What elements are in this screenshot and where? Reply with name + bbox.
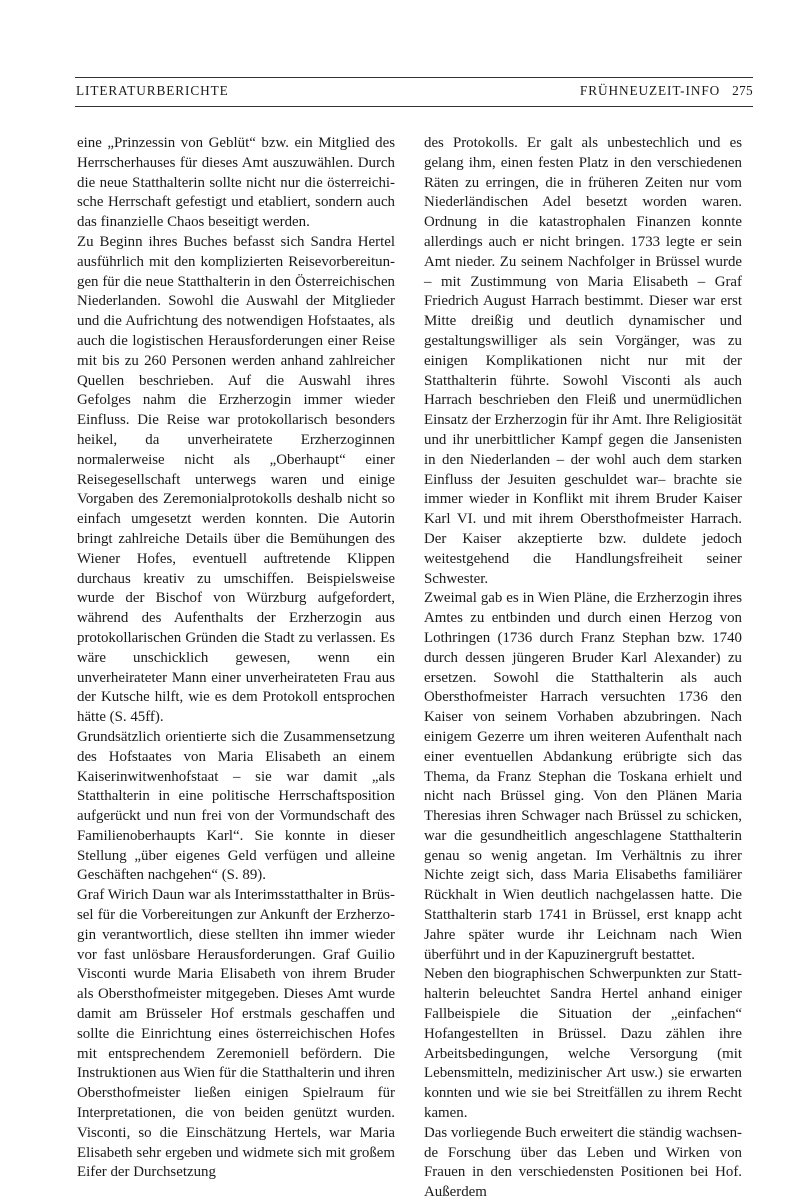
paragraph: eine „Prinzessin von Geblüt“ bzw. ein Mitglied des Herrscherhauses für dieses Amt auszuwählen. Durch die neue Statthalterin sollte nicht nur die österreichische Herrschaft gefestigt und etabliert, sondern auch das finanzielle Chaos beseitigt werden. bbox=[77, 135, 395, 231]
paragraph: Das vorliegende Buch erweitert die ständig wachsende Forschung über das Leben und Wirken von Frauen in den verschiedensten Positionen bei Hof. Außerdem bbox=[424, 1124, 742, 1201]
journal-title-and-page bbox=[580, 83, 753, 99]
paragraph: Neben den biographischen Schwerpunkten zur Statthalterin beleuchtet Sandra Hertel anhand einiger Fallbeispiele die Situation der „einfachen“ Hofangestellten in Brüssel. Dazu zählen ihre Arbeitsbedingungen, welche Versorgung (mit Lebensmitteln, medizinischer Art usw.) sie erwarten konnten und wie sie bei Streitfällen zu ihrem Recht kamen. bbox=[424, 966, 742, 1122]
left-column bbox=[77, 134, 395, 1183]
paragraph: Zu Beginn ihres Buches befasst sich Sandra Hertel ausführlich mit den komplizierten Reisevorbereitungen für die neue Statthalterin in den Österreichischen Niederlanden. Sowohl die Auswahl der Mitglieder und die Aufrichtung des notwendigen Hofstaates, als auch die logistischen Herausforderungen einer Reise mit bis zu 260 Personen werden anhand zahlreicher Quellen beschrieben. Auf die Auswahl ihres Gefolges nahm die Erzherzogin immer wieder Einfluss. Die Reise war protokollarisch besonders heikel, da unverheiratete Erzherzoginnen normalerweise nicht als „Oberhaupt“ einer Reisegesellschaft unterwegs waren und einige Vorgaben des Zeremonialprotokolls deshalb nicht so einfach umgesetzt werden konnten. Die Autorin bringt zahlreiche Details über die Bemühungen des Wiener Hofes, eventuell auftretende Klippen durchaus kreativ zu umschiffen. Beispielsweise wurde der Bischof von Würzburg aufgefordert, während des Aufenthalts der Erzherzogin aus protokollarischen Gründen die Stadt zu verlassen. Es wäre unschicklich gewesen, wenn ein unverheirateter Mann einer unverheirateten Frau aus der Kutsche hilft, wie es dem Protokoll entsprochen hätte (S. 45ff). bbox=[77, 233, 395, 726]
header-top-rule bbox=[75, 77, 753, 78]
page-number: 275 bbox=[732, 83, 753, 98]
paragraph: des Protokolls. Er galt als unbestechlich und es gelang ihm, einen festen Platz in den verschiedenen Räten zu erringen, die in früheren Zeiten nur vom Niederländischen Adel besetzt worden waren. Ordnung in die katastrophalen Finanzen konnte allerdings auch er nicht bringen. 1733 legte er sein Amt nieder. Zu seinem Nachfolger in Brüssel wurde – mit Zustimmung von Maria Elisabeth – Graf Friedrich August Harrach bestimmt. Dieser war erst Mitte dreißig und deutlich dynamischer und gestaltungswilliger als sein Vorgänger, was zu einigen Komplikationen nicht nur mit der Statthalterin führte. Sowohl Visconti als auch Harrach beschrieben den Fleiß und unermüdlichen Einsatz der Erzherzogin für ihr Amt. Ihre Religiosität und ihr unerbittlicher Kampf gegen die Jansenisten in den Niederlanden – der wohl auch dem starken Einfluss der Jesuiten geschuldet war– brachte sie immer wieder in Konflikt mit ihrem Bruder Kaiser Karl VI. und mit ihrem Obersthofmeister Harrach. Der Kaiser akzeptierte bzw. duldete jedoch weitestgehend die Handlungsfreiheit seiner Schwester. bbox=[424, 135, 742, 587]
right-column bbox=[424, 134, 742, 1203]
running-header bbox=[75, 83, 753, 103]
section-title: LITERATURBERICHTE bbox=[76, 83, 229, 98]
journal-title: FRÜHNEUZEIT-INFO bbox=[579, 83, 721, 98]
paragraph: Graf Wirich Daun war als Interimsstatthalter in Brüssel für die Vorbereitungen zur Ankunft der Erzherzogin verantwortlich, diese stellten ihn immer wieder vor fast unlösbare Herausforderungen. Graf Guilio Visconti wurde Maria Elisabeth von ihrem Bruder als Obersthofmeister mitgegeben. Dieses Amt wurde damit am Brüsseler Hof erstmals geschaffen und sollte die Einrichtung eines österreichischen Hofes mit entsprechendem Zeremoniell befördern. Die Instruktionen aus Wien für die Statthalterin und ihren Obersthofmeister ließen einigen Spielraum für Interpretationen, die von beiden genützt wurden. Visconti, so die Einschätzung Hertels, war Maria Elisabeth sehr ergeben und widmete sich mit großem Eifer der Durchsetzung bbox=[77, 887, 395, 1181]
paragraph: Grundsätzlich orientierte sich die Zusammensetzung des Hofstaates von Maria Elisabeth an einem Kaiserinwitwenhofstaat – sie war damit „als Statthalterin in eine politische Herrschaftsposition aufgerückt und nun frei von der Vormundschaft des Familienoberhaupts Karl“. Sie konnte in dieser Stellung „über eigenes Geld verfügen und alleine Geschäften nachgehen“ (S. 89). bbox=[77, 728, 395, 884]
paragraph: Zweimal gab es in Wien Pläne, die Erzherzogin ihres Amtes zu entbinden und durch einen Herzog von Lothringen (1736 durch Franz Stephan bzw. 1740 durch dessen jüngeren Bruder Karl Alexander) zu ersetzen. Sowohl die Statthalterin als auch Obersthofmeister Harrach versuchten 1736 den Kaiser von seinem Vorhaben abzubringen. Nach einigem Gezerre um ihren weiteren Aufenthalt nach einer eventuellen Abdankung erübrigte sich das Thema, da Franz Stephan die Toskana erhielt und nicht nach Brüssel ging. Von den Plänen Maria Theresias ihren Schwager nach Brüssel zu schicken, war die gesundheitlich angeschlagene Statthalterin genau so wenig angetan. Im Verhältnis zu ihrer Nichte zeigt sich, dass Maria Elisabeths familiärer Rückhalt in Wien deutlich nachgelassen hatte. Die Statthalterin starb 1741 in Brüssel, erst knapp acht Jahre später wurde ihr Leichnam nach Wien überführt und in der Kapuzinergruft bestattet. bbox=[424, 590, 742, 963]
header-bottom-rule bbox=[75, 106, 753, 107]
